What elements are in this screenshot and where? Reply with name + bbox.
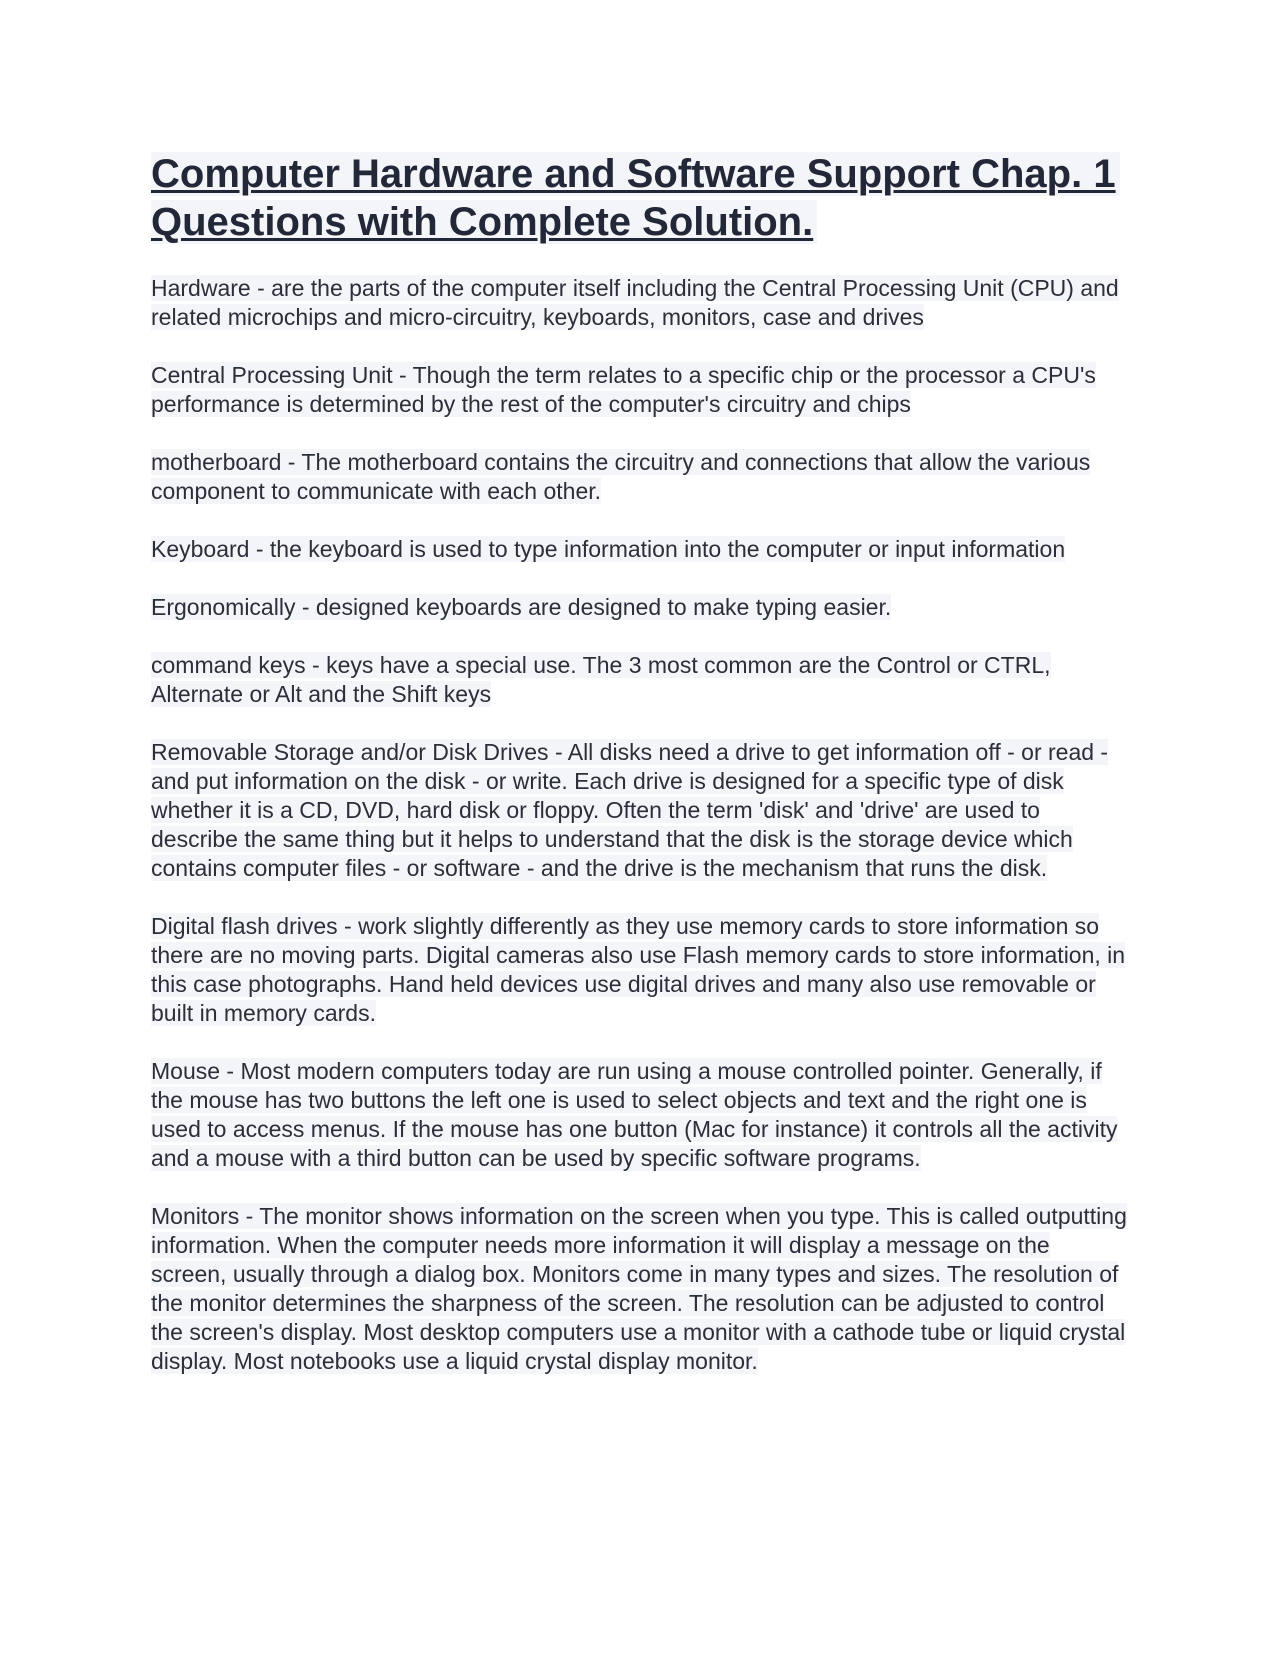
definition-flash-drives <box>151 912 1131 1028</box>
definition-mouse <box>151 1057 1131 1173</box>
document-title <box>151 150 1131 246</box>
definition-list <box>151 274 1131 1376</box>
definition-text: Removable Storage and/or Disk Drives - All disks need a drive to get information off - or read - and put information on the disk - or write. Each drive is designed for a specific type of disk whether it is a CD, DVD, hard disk or floppy. Often the term 'disk' and 'drive' are used to describe the same thing but it helps to understand that the disk is the storage device which contains computer files - or software - and the drive is the mechanism that runs the disk. <box>151 739 1109 881</box>
definition-ergonomically <box>151 593 1131 622</box>
definition-command-keys <box>151 651 1131 709</box>
document-title-text: Computer Hardware and Software Support Chap. 1 Questions with Complete Solution. <box>151 152 1120 244</box>
definition-text: Central Processing Unit - Though the term relates to a specific chip or the processor a CPU's performance is determined by the rest of the computer's circuitry and chips <box>151 362 1096 417</box>
definition-text: Keyboard - the keyboard is used to type information into the computer or input information <box>151 536 1066 562</box>
definition-cpu <box>151 361 1131 419</box>
definition-text: motherboard - The motherboard contains the circuitry and connections that allow the various component to communicate with each other. <box>151 449 1091 504</box>
definition-text: Monitors - The monitor shows information on the screen when you type. This is called outputting information. When the computer needs more information it will display a message on the screen, usually through a dialog box. Monitors come in many types and sizes. The resolution of the monitor determines the sharpness of the screen. The resolution can be adjusted to control the screen's display. Most desktop computers use a monitor with a cathode tube or liquid crystal display. Most notebooks use a liquid crystal display monitor. <box>151 1203 1127 1374</box>
definition-removable-storage <box>151 738 1131 883</box>
definition-monitors <box>151 1202 1131 1376</box>
definition-text: Hardware - are the parts of the computer itself including the Central Processing Unit (CPU) and related microchips and micro-circuitry, keyboards, monitors, case and drives <box>151 275 1119 330</box>
definition-text: command keys - keys have a special use. The 3 most common are the Control or CTRL, Alternate or Alt and the Shift keys <box>151 652 1051 707</box>
definition-motherboard <box>151 448 1131 506</box>
definition-hardware <box>151 274 1131 332</box>
definition-text: Digital flash drives - work slightly differently as they use memory cards to store information so there are no moving parts. Digital cameras also use Flash memory cards to store information, in this case photographs. Hand held devices use digital drives and many also use removable or built in memory cards. <box>151 913 1126 1026</box>
document-page <box>151 150 1131 1405</box>
definition-text: Ergonomically - designed keyboards are designed to make typing easier. <box>151 594 892 620</box>
definition-text: Mouse - Most modern computers today are run using a mouse controlled pointer. Generally, if the mouse has two buttons the left one is used to select objects and text and the right one is used to access menus. If the mouse has one button (Mac for instance) it controls all the activity and a mouse with a third button can be used by specific software programs. <box>151 1058 1118 1171</box>
definition-keyboard <box>151 535 1131 564</box>
